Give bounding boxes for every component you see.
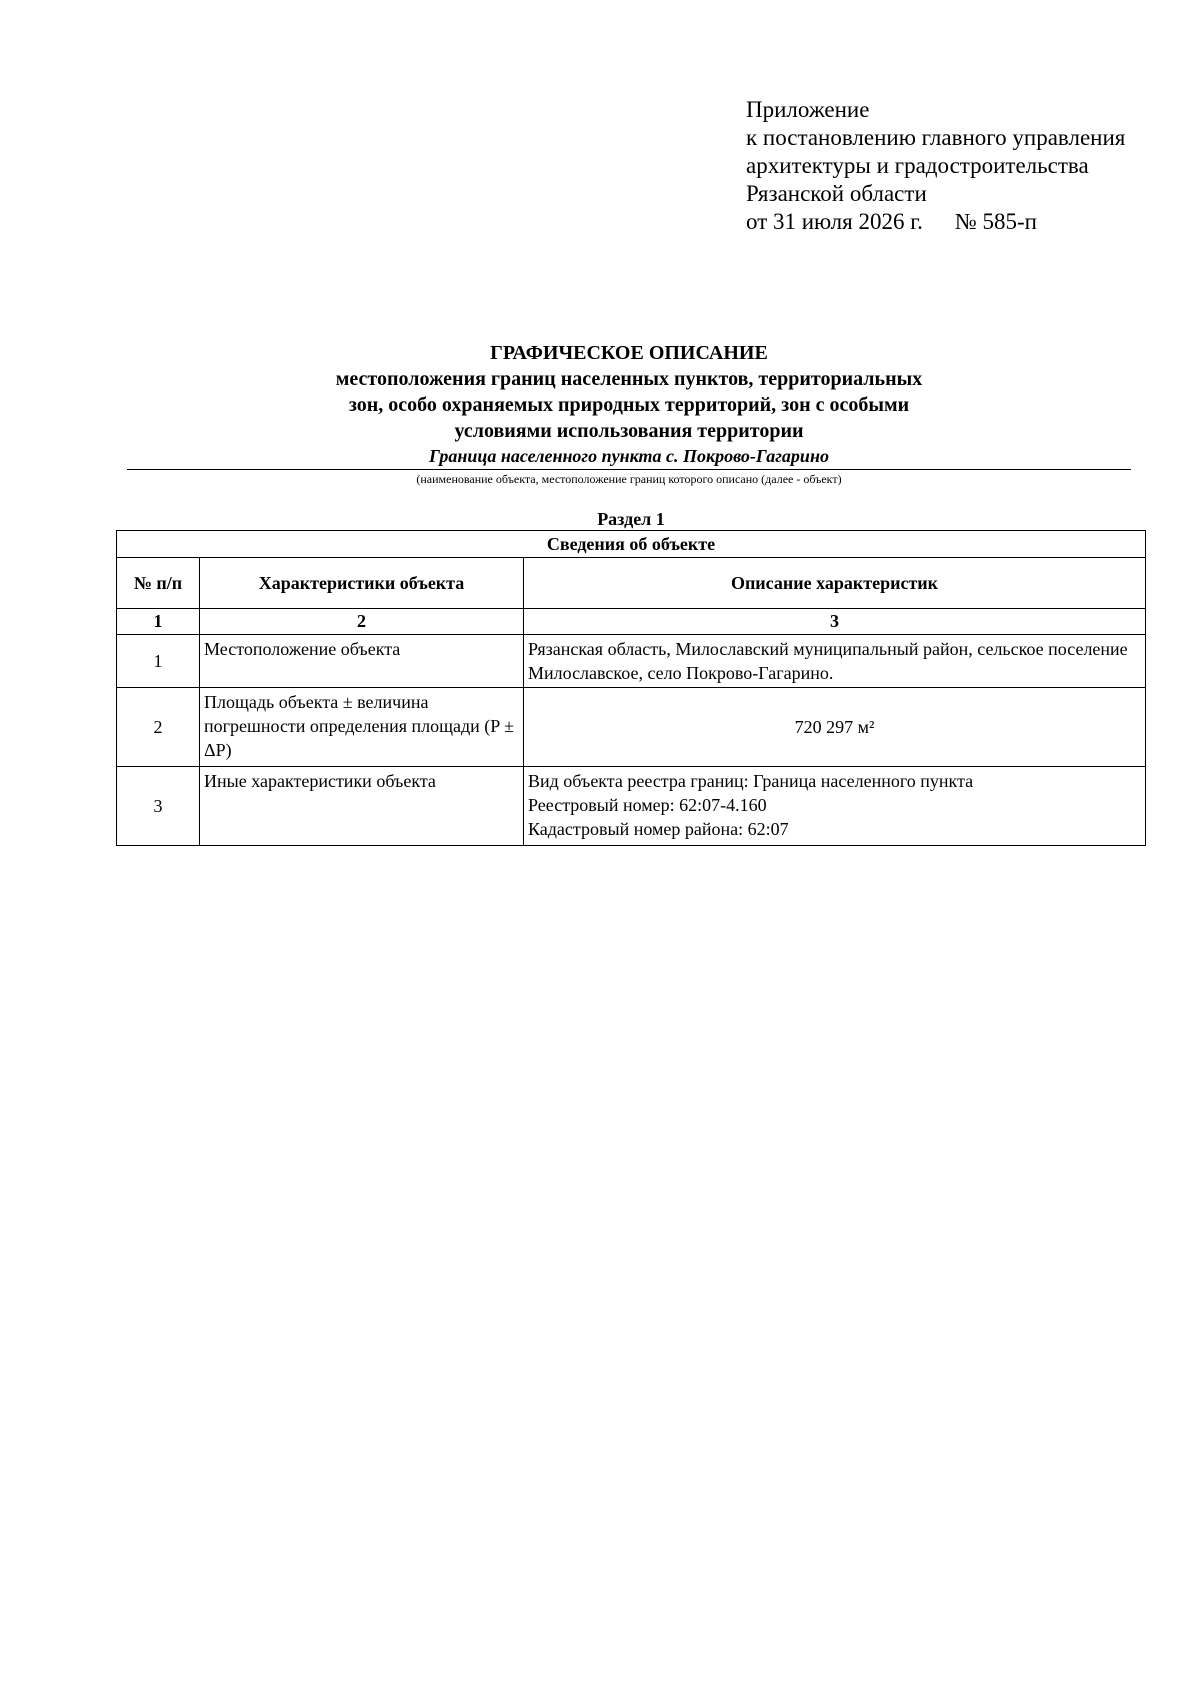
appendix-line: архитектуры и градостроительства	[746, 153, 1089, 178]
object-info-table	[116, 530, 1146, 846]
document-subtitle-line: местоположения границ населенных пунктов, территориальных	[335, 368, 923, 390]
appendix-date-line	[746, 208, 1125, 236]
header-characteristics: Характеристики объекта	[200, 558, 524, 609]
appendix-line: Приложение	[746, 97, 870, 122]
colnum-cell: 2	[200, 609, 524, 635]
row-description-line: Кадастровый номер района: 62:07	[528, 819, 789, 839]
colnum-cell: 1	[117, 609, 200, 635]
row-description: Рязанская область, Милославский муниципальный район, сельское поселение Милославское, село Покрово-Гагарино.	[524, 635, 1146, 688]
row-characteristic: Иные характеристики объекта	[200, 767, 524, 846]
section-title: Раздел 1	[597, 509, 665, 529]
table-header-row	[117, 558, 1146, 609]
colnum-cell: 3	[524, 609, 1146, 635]
row-num: 1	[117, 635, 200, 688]
appendix-line: Рязанской области	[746, 181, 927, 206]
row-num: 3	[117, 767, 200, 846]
row-description-line: Вид объекта реестра границ: Граница населенного пункта	[528, 771, 974, 791]
appendix-number: № 585-п	[954, 209, 1037, 234]
table-row	[117, 688, 1146, 767]
row-description-multiline	[524, 767, 1146, 846]
row-description-line: Реестровый номер: 62:07-4.160	[528, 795, 767, 815]
table-row	[117, 767, 1146, 846]
table-title: Сведения об объекте	[117, 531, 1146, 558]
appendix-date: от 31 июля 2026 г.	[746, 209, 923, 234]
table-row	[117, 635, 1146, 688]
row-characteristic: Местоположение объекта	[200, 635, 524, 688]
table-title-row	[117, 531, 1146, 558]
document-title: ГРАФИЧЕСКОЕ ОПИСАНИЕ	[490, 342, 768, 364]
row-num: 2	[117, 688, 200, 767]
object-caption: (наименование объекта, местоположение границ которого описано (далее - объект)	[416, 472, 842, 486]
title-block	[127, 340, 1131, 487]
row-description: 720 297 м²	[524, 688, 1146, 767]
table-colnum-row	[117, 609, 1146, 635]
appendix-block	[746, 96, 1125, 236]
header-num: № п/п	[117, 558, 200, 609]
header-description: Описание характеристик	[524, 558, 1146, 609]
document-subtitle-line: условиями использования территории	[454, 420, 804, 442]
row-characteristic: Площадь объекта ± величина погрешности определения площади (P ± ΔP)	[200, 688, 524, 767]
object-name: Граница населенного пункта с. Покрово-Гагарино	[127, 445, 1131, 470]
appendix-line: к постановлению главного управления	[746, 125, 1126, 150]
document-subtitle-line: зон, особо охраняемых природных территорий, зон с особыми	[348, 394, 910, 416]
